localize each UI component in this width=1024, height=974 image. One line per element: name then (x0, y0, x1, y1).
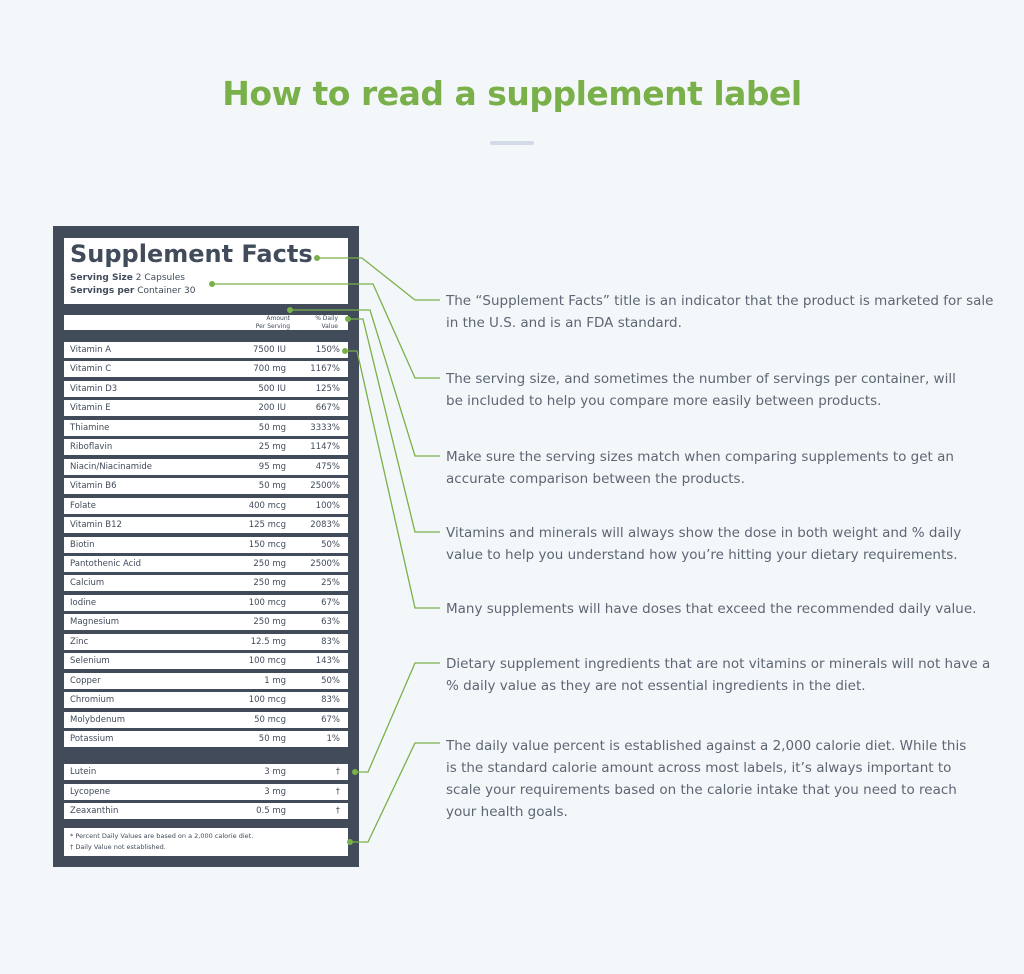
nutrient-amount: 700 mg (253, 364, 286, 375)
nutrient-daily-value: 83% (321, 636, 340, 647)
nutrient-name: Vitamin B6 (70, 481, 117, 492)
nutrient-daily-value: 100% (315, 500, 340, 511)
nutrient-row (64, 614, 348, 630)
nutrient-daily-value: † (335, 767, 340, 777)
nutrient-name: Lutein (70, 767, 97, 777)
connector-4 (348, 319, 440, 532)
connector-5 (345, 351, 440, 608)
serving-size-value: 2 Capsules (135, 273, 185, 283)
nutrient-row (64, 692, 348, 708)
nutrient-daily-value: 143% (315, 656, 340, 667)
servings-value: Container 30 (137, 286, 196, 296)
nutrient-daily-value: 2500% (310, 481, 340, 492)
annotation-exceed-daily-value: Many supplements will have doses that exceed the recommended daily value. (446, 601, 977, 617)
nutrient-row (64, 731, 348, 747)
nutrient-amount: 100 mcg (248, 597, 286, 608)
nutrient-daily-value: 150% (315, 345, 340, 355)
serving-size-label: Serving Size (70, 273, 133, 283)
nutrient-amount: 100 mcg (248, 695, 286, 706)
nutrient-amount: 50 mcg (254, 714, 286, 725)
nutrient-daily-value: 125% (315, 383, 340, 394)
nutrient-amount: 200 IU (258, 403, 286, 414)
servings-per-container-line (70, 286, 195, 296)
connector-6 (355, 663, 440, 772)
nutrient-row (64, 537, 348, 553)
annotation-weight-and-daily-value: Vitamins and minerals will always show the dose in both weight and % daily value to help you understand how you’re hitting your dietary requirements. (446, 525, 962, 563)
nutrient-name: Molybdenum (70, 714, 126, 725)
nutrient-name: Vitamin A (70, 345, 112, 355)
nutrient-row (64, 653, 348, 669)
nutrient-name: Selenium (70, 656, 110, 667)
nutrient-name: Riboflavin (70, 442, 113, 453)
nutrient-name: Potassium (70, 734, 114, 744)
nutrient-row (64, 478, 348, 494)
nutrient-name: Vitamin C (70, 364, 112, 375)
annotation-2000-calorie-diet: The daily value percent is established against a 2,000 calorie diet. While this is the standard calorie amount across most labels, it’s always important to scale your requirements based on the calorie intake that you need to reach your health goals. (446, 738, 967, 820)
nutrient-daily-value: 50% (321, 675, 340, 686)
amount-column-header (256, 315, 290, 330)
nutrient-row (64, 712, 348, 728)
amount-header-line2: Per Serving (255, 322, 290, 330)
nutrient-amount: 3 mg (264, 786, 286, 797)
nutrient-daily-value: † (335, 786, 340, 797)
nutrient-amount: 150 mcg (248, 539, 286, 550)
column-header-box (64, 315, 348, 330)
nutrient-daily-value: 83% (321, 695, 340, 706)
annotation-non-vitamin-ingredients: Dietary supplement ingredients that are not vitamins or minerals will not have a % daily value as they are not essential ingredients in the diet. (446, 656, 991, 694)
facts-header-box (64, 238, 348, 304)
nutrient-row (64, 361, 348, 377)
nutrient-name: Lycopene (70, 786, 111, 797)
nutrient-row (64, 498, 348, 514)
nutrient-daily-value: 1167% (310, 364, 340, 375)
dv-header-line1: % Daily (315, 315, 338, 322)
nutrient-row (64, 400, 348, 416)
nutrient-name: Thiamine (70, 422, 110, 433)
nutrient-name: Pantothenic Acid (70, 558, 142, 569)
nutrient-amount: 25 mg (258, 442, 286, 453)
nutrient-row (64, 634, 348, 650)
nutrient-row (64, 517, 348, 533)
dv-header-line2: Value (321, 322, 338, 330)
nutrient-amount: 7500 IU (252, 345, 286, 355)
serving-size-line (70, 273, 185, 283)
nutrient-amount: 1 mg (264, 675, 286, 686)
nutrient-amount: 500 IU (258, 383, 286, 394)
nutrient-daily-value: 50% (321, 539, 340, 550)
nutrient-daily-value: 1147% (310, 442, 340, 453)
nutrient-amount: 250 mg (253, 558, 286, 569)
nutrient-row (64, 459, 348, 475)
annotation-supplement-facts-title: The “Supplement Facts” title is an indicator that the product is marketed for sale in the U.S. and is an FDA standard. (446, 293, 994, 331)
nutrient-name: Calcium (70, 578, 105, 589)
nutrient-amount: 400 mcg (248, 500, 286, 511)
nutrient-daily-value: 25% (321, 578, 340, 589)
annotation-serving-size: The serving size, and sometimes the number of servings per container, will be included to help you compare more easily between products. (446, 371, 956, 409)
nutrient-row (64, 439, 348, 455)
nutrient-row (64, 575, 348, 591)
nutrient-amount: 50 mg (258, 422, 286, 433)
nutrient-row (64, 342, 348, 358)
nutrient-row (64, 595, 348, 611)
nutrient-daily-value: 2500% (310, 558, 340, 569)
supplement-facts-title: Supplement Facts (70, 240, 313, 268)
nutrient-amount: 50 mg (258, 481, 286, 492)
title-divider (490, 141, 534, 145)
nutrient-daily-value: 1% (326, 734, 340, 744)
nutrient-amount: 50 mg (258, 734, 286, 744)
nutrient-name: Vitamin B12 (70, 520, 122, 531)
nutrient-name: Vitamin E (70, 403, 111, 414)
nutrient-row (64, 764, 348, 780)
nutrient-name: Folate (70, 500, 96, 511)
servings-label: Servings per (70, 286, 135, 296)
nutrient-row (64, 556, 348, 572)
annotation-matching-serving-sizes: Make sure the serving sizes match when comparing supplements to get an accurate comparison between the products. (446, 449, 954, 487)
nutrient-daily-value: † (335, 806, 340, 816)
nutrient-row (64, 420, 348, 436)
nutrient-name: Vitamin D3 (70, 383, 118, 394)
nutrient-name: Copper (70, 675, 101, 686)
amount-header-line1: Amount (266, 315, 290, 322)
nutrient-amount: 250 mg (253, 578, 286, 589)
nutrient-daily-value: 2083% (310, 520, 340, 531)
nutrient-daily-value: 67% (321, 714, 340, 725)
nutrient-amount: 0.5 mg (256, 806, 286, 816)
nutrient-name: Niacin/Niacinamide (70, 461, 153, 472)
daily-value-column-header (315, 315, 338, 330)
nutrient-daily-value: 63% (321, 617, 340, 628)
nutrient-row (64, 673, 348, 689)
connector-7 (350, 743, 440, 842)
nutrient-name: Chromium (70, 695, 115, 706)
nutrient-amount: 95 mg (258, 461, 286, 472)
nutrient-amount: 100 mcg (248, 656, 286, 667)
nutrient-name: Biotin (70, 539, 95, 550)
nutrient-row (64, 381, 348, 397)
footnote-daily-values: * Percent Daily Values are based on a 2,000 calorie diet. (70, 832, 254, 840)
nutrient-amount: 12.5 mg (250, 636, 286, 647)
nutrient-amount: 3 mg (264, 767, 286, 777)
nutrient-name: Zeaxanthin (70, 806, 119, 816)
page-title: How to read a supplement label (222, 74, 802, 113)
nutrient-amount: 250 mg (253, 617, 286, 628)
nutrient-amount: 125 mcg (248, 520, 286, 531)
nutrient-name: Iodine (70, 597, 97, 608)
footnote-box (64, 828, 348, 856)
nutrient-row (64, 803, 348, 819)
nutrient-name: Zinc (70, 636, 89, 647)
nutrient-daily-value: 3333% (310, 422, 340, 433)
nutrient-name: Magnesium (70, 617, 120, 628)
nutrient-daily-value: 475% (315, 461, 340, 472)
footnote-not-established: † Daily Value not established. (70, 843, 166, 851)
nutrient-daily-value: 67% (321, 597, 340, 608)
nutrient-row (64, 784, 348, 800)
nutrient-daily-value: 667% (315, 403, 340, 414)
